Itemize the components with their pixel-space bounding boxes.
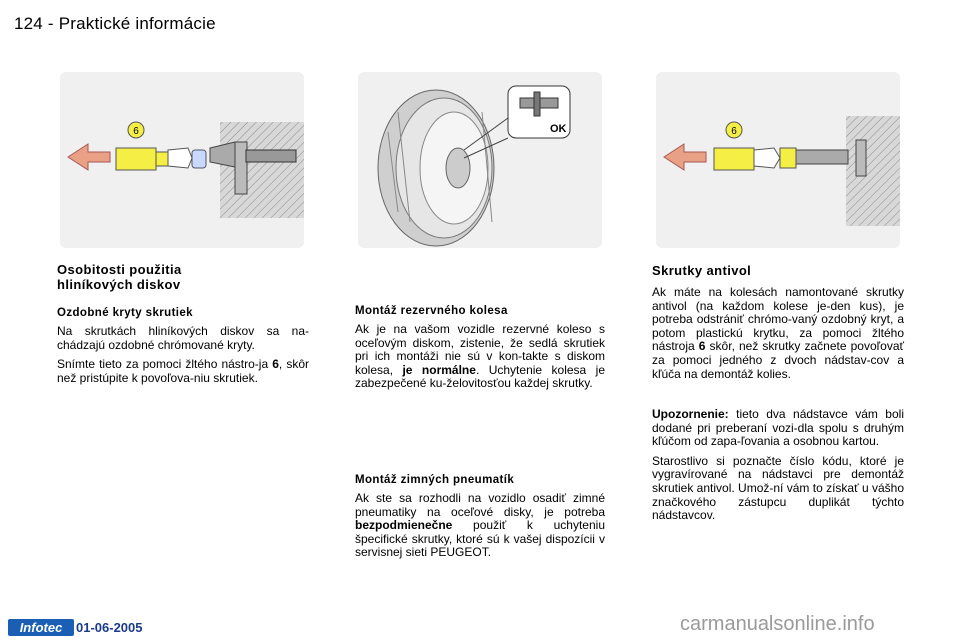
- page-header: [14, 14, 216, 34]
- illustration-spare-wheel: [358, 72, 602, 248]
- paragraph: Upozornenie: tieto dva nádstavce vám boli dodané pri preberaní vozi-dla spolu s druhým kľúčom od zapa-ľovania a osobnou kartou. Starostlivo si poznačte číslo kódu, ktoré je vygravírované na nádstavci pre demontáž skrutiek antivol. Umož-ní vám to získať u vášho značkového zástupcu duplikát týchto nádstavcov.: [652, 407, 904, 523]
- subsection-chrome-caps: [57, 306, 309, 391]
- header-separator: -: [47, 14, 54, 33]
- note-label: Upozornenie:: [652, 407, 729, 421]
- page-number: 124: [14, 14, 43, 33]
- paragraph: Ak je na vašom vozidle rezervné koleso s oceľovým diskom, zistenie, že sedlá skrutiek pri ich montáži nie sú v kon-takte s diskom kolesa, je normálne. Uchytenie kolesa je zabezpečené ku-želovitosťou každej skrutky.: [355, 322, 605, 391]
- arrow-left-icon: [68, 144, 110, 170]
- subsection-heading: Montáž zimných pneumatík: [355, 474, 515, 486]
- paragraph: Na skrutkách hliníkových diskov sa na-chádzajú ozdobné chrómované kryty. Snímte tieto za pomoci žltého nástro-ja 6, skôr než pristúpite k povoľova-niu skrutiek.: [57, 324, 309, 385]
- watermark: carmanualsonline.info: [680, 613, 875, 635]
- paragraph: Ak ste sa rozhodli na vozidlo osadiť zimné pneumatiky na oceľové disky, je potreba bezpodmienečne použiť k uchyteniu špecifické skrutky, ktoré sú k vašej dispozícii v servisnej sieti PEUGEOT.: [355, 491, 605, 560]
- section-alloy-wheels: [57, 262, 309, 292]
- infotec-logo: Infotec: [8, 619, 74, 636]
- subsection-winter-tyres: [355, 473, 605, 566]
- tool-number-label: 6: [133, 126, 139, 137]
- arrow-left-icon: [664, 144, 706, 170]
- paragraph: Ak máte na kolesách namontované skrutky antivol (na každom kolese je-den kus), je potreba odstrániť chrómo-vaný ozdobný kryt, a potom plastickú krytku, za pomoci žltého nástroja 6 skôr, než skrutky začnete povoľovať za pomoci jedného z dvoch nádstav-cov a kľúča na demontáž kolies.: [652, 285, 904, 381]
- subsection-heading: Ozdobné kryty skrutiek: [57, 307, 193, 319]
- ok-label: OK: [550, 123, 567, 135]
- illustration-chrome-cap-removal: [60, 72, 304, 248]
- section-antitheft-bolts: [652, 263, 904, 387]
- tool-number-label: 6: [731, 126, 737, 137]
- section-heading: Skrutky antivol: [652, 263, 752, 278]
- illustration-antitheft-bolt: [656, 72, 900, 248]
- subsection-heading: Montáž rezervného kolesa: [355, 305, 508, 317]
- note-block: [652, 408, 904, 529]
- page-title: Praktické informácie: [58, 14, 216, 33]
- section-heading: Osobitosti použitia hliníkových diskov: [57, 262, 182, 292]
- subsection-spare-wheel: [355, 304, 605, 397]
- footer-date: 01-06-2005: [76, 620, 143, 635]
